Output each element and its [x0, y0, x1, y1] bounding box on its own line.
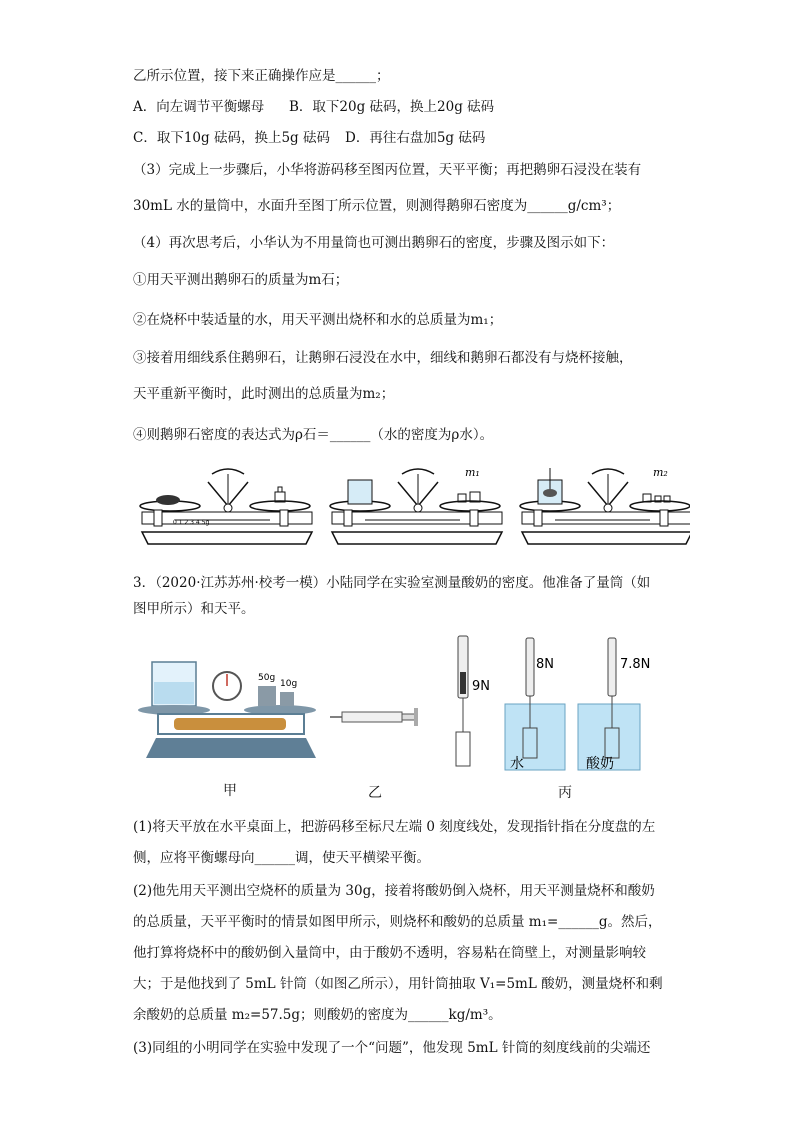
step-4: ④则鹅卵石密度的表达式为ρ石＝______（水的密度为ρ水）。 — [133, 427, 494, 443]
question-3-line-2: 图甲所示）和天平。 — [133, 601, 255, 617]
m2-label: m₂ — [653, 466, 668, 479]
sub-question-1-line-2: 侧，应将平衡螺母向______调，使天平横梁平衡。 — [133, 850, 430, 866]
m1-label: m₁ — [465, 466, 480, 479]
balance-2 — [330, 466, 502, 544]
sub-question-2-line-1: (2)他先用天平测出空烧杯的质量为 30g，接着将酸奶倒入烧杯，用天平测量烧杯和酸奶 — [133, 883, 655, 899]
sub-question-3-line-1: (3)同组的小明同学在实验中发现了一个“问题”，他发现 5mL 针筒的刻度线前的尖端还 — [133, 1040, 651, 1056]
beaker-water — [505, 638, 565, 772]
weight-50g: 50g — [258, 673, 276, 683]
caption-bing: 丙 — [558, 785, 572, 801]
spring-scale-air — [456, 636, 490, 766]
sub-question-1-line-1: (1)将天平放在水平桌面上，把游码移至标尺左端 0 刻度线处，发现指针指在分度盘的左 — [133, 819, 656, 835]
balance-3 — [520, 466, 690, 544]
balance-figure-row — [130, 462, 690, 554]
text-line: 天平重新平衡时，此时测出的总质量为m₂； — [133, 386, 395, 402]
balance-1 — [140, 469, 312, 544]
option-a: A．向左调节平衡螺母 — [133, 99, 265, 115]
sub-question-2-line-5: 余酸奶的总质量 m₂=57.5g；则酸奶的密度为______kg/m³。 — [133, 1007, 502, 1023]
sub-question-2-line-2: 的总质量，天平平衡时的情景如图甲所示，则烧杯和酸奶的总质量 m₁=______g。然后， — [133, 914, 662, 930]
weight-10g: 10g — [280, 679, 298, 689]
beaker-yogurt — [578, 638, 650, 772]
text-line: 30mL 水的量筒中，水面升至图丁所示位置，则测得鹅卵石密度为______g/cm³； — [133, 198, 621, 214]
option-d: D．再往右盘加5g 砝码 — [345, 130, 486, 146]
text-line: 乙所示位置，接下来正确操作应是______； — [133, 68, 390, 84]
text-line: （3）完成上一步骤后，小华将游码移至图丙位置，天平平衡；再把鹅卵石浸没在装有 — [133, 162, 642, 178]
reading-9n: 9N — [472, 679, 490, 694]
option-c: C．取下10g 砝码，换上5g 砝码 — [133, 130, 330, 146]
step-1: ①用天平测出鹅卵石的质量为m石； — [133, 272, 349, 288]
sub-question-2-line-3: 他打算将烧杯中的酸奶倒入量筒中，由于酸奶不透明，容易粘在筒壁上，对测量影响较 — [133, 945, 646, 961]
caption-yi: 乙 — [368, 785, 382, 801]
step-3: ③接着用细线系住鹅卵石，让鹅卵石浸没在水中，细线和鹅卵石都没有与烧杯接触， — [133, 350, 633, 366]
question-3-line-1: 3．（2020·江苏苏州·校考一模）小陆同学在实验室测量酸奶的密度。他准备了量筒（如 — [133, 575, 651, 591]
caption-jia: 甲 — [223, 783, 237, 799]
water-label: 水 — [510, 756, 524, 772]
digital-balance — [138, 662, 316, 758]
reading-8n: 8N — [536, 657, 554, 672]
lab-figure-row — [130, 628, 670, 774]
step-2: ②在烧杯中装适量的水，用天平测出烧杯和水的总质量为m₁； — [133, 312, 503, 328]
syringe — [330, 708, 418, 726]
svg-text:0 1 2 3 4 5g: 0 1 2 3 4 5g — [173, 519, 210, 526]
option-b: B．取下20g 砝码，换上20g 砝码 — [289, 99, 495, 115]
text-line: （4）再次思考后，小华认为不用量筒也可测出鹅卵石的密度，步骤及图示如下： — [133, 235, 615, 251]
sub-question-2-line-4: 大；于是他找到了 5mL 针筒（如图乙所示），用针筒抽取 V₁=5mL 酸奶，测量烧杯和剩 — [133, 976, 663, 992]
reading-7-8n: 7.8N — [620, 657, 651, 672]
yogurt-label: 酸奶 — [586, 756, 614, 772]
